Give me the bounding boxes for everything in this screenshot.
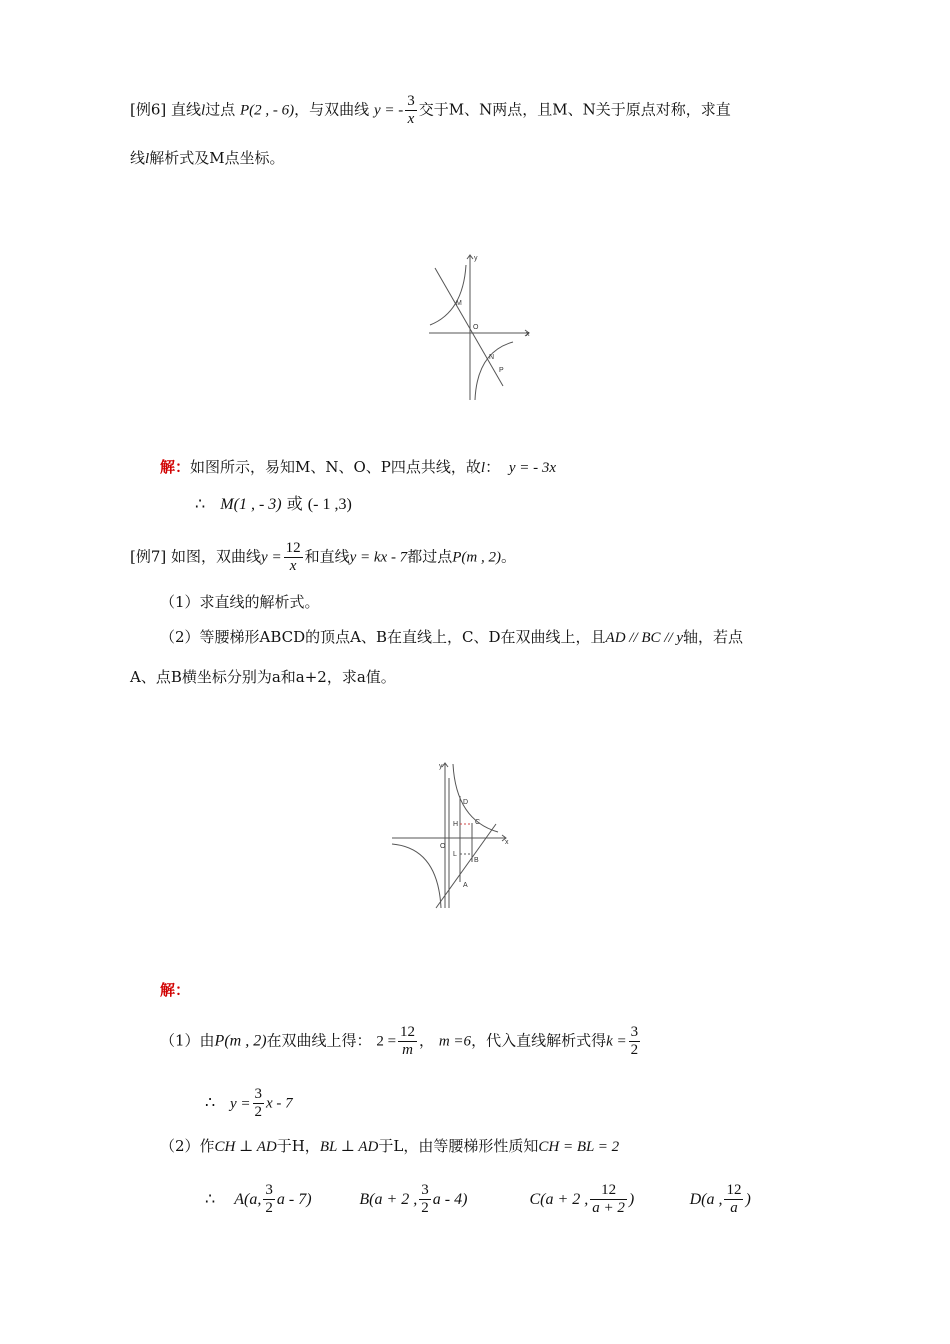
text: ，代入直线解析式得 (471, 1031, 607, 1050)
text: 。 (500, 547, 516, 566)
numerator: 12 (590, 1182, 627, 1200)
numerator: 12 (285, 540, 301, 556)
equation: y = - 3x (508, 460, 557, 476)
figure-hyperbola-2 (388, 758, 513, 913)
denominator: 2 (421, 1200, 429, 1216)
denominator: a (730, 1200, 738, 1216)
line-symbol: l (201, 102, 206, 119)
point-d (690, 1182, 751, 1217)
fraction (398, 1024, 417, 1059)
length-equation: CH = BL = 2 (538, 1139, 620, 1155)
fraction (263, 1182, 275, 1217)
point-c (529, 1182, 684, 1217)
hyperbola-branch-upper (430, 265, 466, 325)
text: ， (419, 1031, 435, 1050)
denominator: x (289, 558, 297, 574)
text: 在双曲线上得： (266, 1031, 372, 1050)
k-lhs: k = (606, 1033, 627, 1050)
question-1: （1）求直线的解析式。 (160, 593, 320, 611)
text: 都过点 (407, 547, 453, 566)
text: 过点 (205, 100, 236, 119)
label-c: C (475, 819, 481, 826)
fraction (724, 1182, 743, 1217)
example7-line1 (130, 540, 516, 575)
therefore-symbol: ∴ (205, 1189, 216, 1208)
therefore-symbol: ∴ (205, 1092, 216, 1112)
solution6-line2 (195, 494, 352, 515)
fraction (419, 1182, 431, 1217)
label-n: N (489, 354, 495, 361)
denominator: 2 (254, 1104, 262, 1120)
hyperbola-lhs: y = (261, 549, 282, 566)
point-p: P(2 , - 6) (240, 102, 295, 119)
example7-tag: [例7] (130, 547, 167, 566)
perpendicular-ch: CH ⊥ AD (214, 1139, 277, 1155)
denominator: 2 (630, 1042, 639, 1058)
solution6-line1 (160, 457, 556, 478)
point-a (234, 1182, 354, 1217)
numerator: 12 (400, 1024, 416, 1040)
line-equation: y = kx - 7 (349, 549, 408, 566)
numerator: 3 (421, 1182, 429, 1198)
point-b (359, 1182, 524, 1217)
hyperbola-branch-lower (392, 844, 441, 908)
label-b: B (474, 857, 479, 864)
solution7-points (205, 1182, 751, 1217)
denominator: a + 2 (592, 1200, 625, 1216)
equation-lhs: 2 = (376, 1033, 397, 1050)
fraction (405, 93, 417, 128)
label-x: x (505, 839, 509, 846)
solution7-step1-result (205, 1086, 293, 1121)
fraction (253, 1086, 265, 1121)
point-p: P(m , 2) (452, 549, 501, 566)
line-symbol: l (480, 460, 486, 476)
hyperbola-lhs: y = - (373, 102, 404, 119)
fraction (629, 1024, 641, 1059)
solution7-step1 (160, 1024, 642, 1059)
label-l: L (453, 851, 457, 858)
text: 如图所示，易知M、N、O、P四点共线，故 (190, 458, 481, 476)
equation-rhs: x - 7 (266, 1095, 293, 1112)
fraction (284, 540, 303, 575)
label-a: A (463, 882, 468, 889)
parallel-condition: AD // BC // y (605, 630, 684, 646)
numerator: 3 (407, 93, 415, 109)
point-a-post: a - 7) (276, 1191, 312, 1208)
label-h: H (453, 821, 459, 828)
text: （1）由 (160, 1031, 215, 1050)
example6-line1 (130, 93, 731, 128)
point-p: P(m , 2) (214, 1032, 267, 1050)
numerator: 3 (630, 1024, 639, 1040)
line-l (435, 268, 503, 386)
point-c-pre: C(a + 2 , (529, 1191, 589, 1208)
point-m-alt: (- 1 ,3) (307, 496, 352, 513)
m-value: m =6 (438, 1033, 472, 1050)
example6-tag: [例6] (130, 100, 167, 119)
point-b-pre: B(a + 2 , (359, 1191, 418, 1208)
solution-head: 解： (160, 458, 191, 476)
text: 和直线 (304, 547, 350, 566)
text: 轴，若点 (683, 628, 744, 646)
denominator: m (402, 1042, 413, 1058)
numerator: 3 (265, 1182, 273, 1198)
figure-hyperbola-1 (425, 250, 535, 402)
point-c-post: ) (628, 1191, 635, 1208)
line-symbol: l (145, 151, 150, 167)
label-o: O (440, 843, 446, 850)
point-b-post: a - 4) (432, 1191, 468, 1208)
point-m: M(1 , - 3) (220, 496, 282, 513)
solution-head-overlay: 解： (160, 981, 191, 999)
text: 如图，双曲线 (171, 547, 262, 566)
text: （2）等腰梯形ABCD的顶点A、B在直线上，C、D在双曲线上，且 (160, 628, 606, 646)
numerator: 12 (726, 1182, 742, 1198)
label-y: y (474, 255, 478, 262)
point-d-post: ) (745, 1191, 751, 1208)
equation-lhs: y = (229, 1095, 251, 1112)
label-m: M (456, 300, 462, 307)
text: （2）作 (160, 1137, 215, 1155)
text: 交于M、N两点，且M、N关于原点对称，求直 (418, 100, 731, 119)
text: 于L，由等腰梯形性质知 (378, 1137, 539, 1155)
perpendicular-bl: BL ⊥ AD (319, 1139, 379, 1155)
label-y: y (439, 763, 443, 770)
point-d-pre: D(a , (689, 1191, 723, 1208)
text: ，与双曲线 (294, 100, 370, 119)
label-x: x (526, 331, 530, 338)
therefore-symbol: ∴ (195, 494, 206, 513)
text: ： (485, 458, 501, 476)
text: 解析式及M点坐标。 (149, 149, 285, 167)
question-2-line1 (160, 627, 743, 648)
fraction (590, 1182, 627, 1217)
numerator: 3 (254, 1086, 262, 1102)
label-o: O (473, 324, 479, 331)
text: 或 (286, 494, 303, 513)
label-p: P (499, 367, 504, 374)
denominator: x (407, 111, 415, 127)
point-a-pre: A(a, (234, 1191, 262, 1208)
denominator: 2 (265, 1200, 273, 1216)
label-d: D (463, 799, 469, 806)
text: 于H， (276, 1137, 320, 1155)
solution7-step2 (160, 1136, 619, 1157)
text: 线 (130, 149, 146, 167)
question-2-line2: A、点B横坐标分别为a和a+2，求a值。 (130, 668, 396, 686)
example6-line2 (130, 148, 285, 169)
text: 直线 (171, 100, 202, 119)
